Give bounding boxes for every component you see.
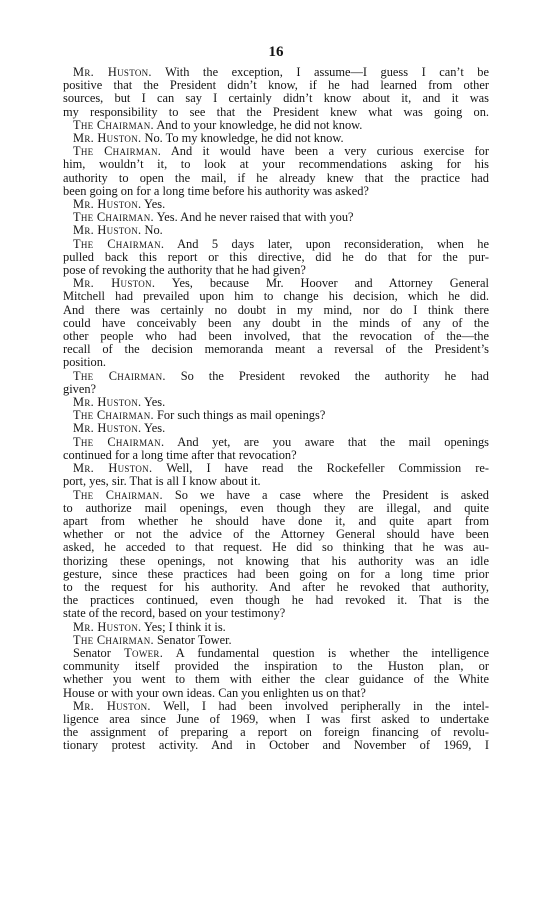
speaker-label: Mr. Huston. <box>73 197 142 212</box>
speaker-label: The Chairman. <box>73 117 154 132</box>
page-number: 16 <box>268 44 284 60</box>
line-text: thorizing these openings, not knowing that his authority was an idle <box>63 553 489 568</box>
line-text: been going on for a long time before his authority was asked? <box>63 183 369 198</box>
line-text: Yes; I think it is. <box>141 619 226 634</box>
line-text: Senator Tower. <box>153 632 232 647</box>
line-text: And there was certainly no doubt in my mind, nor do I think there <box>63 302 489 317</box>
line-text: apart from whether he should have done it, and quite apart from <box>63 513 489 528</box>
line-text: pose of revoking the authority that he had given? <box>63 263 306 278</box>
line-text: him, wouldn’t it, to look at your recommendations asking for his <box>63 157 489 172</box>
speaker-label: Mr. Huston. <box>73 65 152 79</box>
speaker-label: Mr. Huston. <box>73 223 142 238</box>
line-text: With the exception, I assume—I guess I can’t be <box>151 65 489 79</box>
speaker-label: Mr. Huston. <box>73 461 153 476</box>
line-text: given? <box>63 381 97 396</box>
line-text: So the President revoked the authority he had <box>165 368 489 383</box>
text-line <box>63 370 489 383</box>
speaker-label: Mr. Huston. <box>73 421 142 436</box>
speaker-label: The Chairman. <box>73 434 165 449</box>
line-text: A fundamental question is whether the intelligence <box>163 645 489 660</box>
line-text: And to your knowledge, he did not know. <box>153 117 363 132</box>
line-text: tionary protest activity. And in October and November of 1969, I <box>63 738 489 753</box>
line-text: the assignment of preparing a report on foreign financing of revolu- <box>63 725 489 740</box>
line-text: Yes. <box>141 395 166 410</box>
line-text: my responsibility to see that the President knew what was going on. <box>63 104 489 119</box>
line-text: pulled back this report or this directive, did he do that for the pur- <box>63 249 489 264</box>
speaker-label: Mr. Huston. <box>73 698 151 713</box>
line-text: ligence area since June of 1969, when I was first asked to undertake <box>63 711 489 726</box>
line-text: the practices continued, even though he had revoked it. That is the <box>63 593 489 608</box>
line-text: No. To my knowledge, he did not know. <box>141 131 344 146</box>
line-text: Yes, because Mr. Hoover and Attorney General <box>155 276 489 291</box>
speaker-label: Tower. <box>124 645 164 660</box>
line-text: positive that the President didn’t know, if he had learned from other <box>63 78 489 93</box>
line-text: whether you went to them with either the clear guidance of the White <box>63 672 489 687</box>
speaker-label: Mr. Huston. <box>73 131 142 146</box>
text-line <box>63 343 489 356</box>
line-text: could have conceivably been any doubt in the minds of any of the <box>63 315 489 330</box>
line-text: position. <box>63 355 107 370</box>
speaker-label: Mr. Huston. <box>73 395 142 410</box>
line-text: Yes. <box>141 197 166 212</box>
speaker-label: The Chairman. <box>73 632 154 647</box>
line-text: House or with your own ideas. Can you enlighten us on that? <box>63 685 366 700</box>
speaker-label: The Chairman. <box>73 368 166 383</box>
line-text: port, yes, sir. That is all I know about it. <box>63 474 261 489</box>
line-text: No. <box>141 223 163 238</box>
speaker-label: The Chairman. <box>73 236 165 251</box>
line-text: other people who had been involved, that the revocation of the—the <box>63 329 489 344</box>
line-text: to the request for his authority. And after he revoked that authority, <box>63 579 489 594</box>
text-line <box>63 739 489 752</box>
speaker-label: The Chairman. <box>73 487 163 502</box>
line-text: Senator <box>73 645 125 660</box>
speaker-label: The Chairman. <box>73 210 154 225</box>
line-text: sources, but I can say I certainly didn’t know about it, and it was <box>63 91 489 106</box>
line-text: And yet, are you aware that the mail openings <box>164 434 489 449</box>
line-text: For such things as mail openings? <box>153 408 326 423</box>
line-text: And 5 days later, upon reconsideration, when he <box>164 236 489 251</box>
line-text: recall of the decision memoranda meant a reversal of the President’s <box>63 342 489 357</box>
speaker-label: The Chairman. <box>73 144 162 159</box>
line-text: And it would have been a very curious exercise for <box>161 144 489 159</box>
line-text: Yes. <box>141 421 166 436</box>
line-text: gesture, since these practices had been going on for a long time prior <box>63 566 489 581</box>
line-text: whether or not the advice of the Attorney General should have been <box>63 527 489 542</box>
line-text: to authorize mail openings, even though they are illegal, and quite <box>63 500 489 515</box>
line-text: Well, I have read the Rockefeller Commission re- <box>152 461 489 476</box>
line-text: Mitchell had prevailed upon him to change his decision, which he did. <box>63 289 489 304</box>
line-text: authority to open the mail, if he already knew that the practice had <box>63 170 489 185</box>
line-text: Well, I had been involved peripherally in the intel- <box>150 698 490 713</box>
line-text: state of the record, based on your testimony? <box>63 606 286 621</box>
speaker-label: Mr. Huston. <box>73 619 142 634</box>
speaker-label: The Chairman. <box>73 408 154 423</box>
line-text: So we have a case where the President is asked <box>162 487 489 502</box>
line-text: community itself provided the inspiration to the Huston plan, or <box>63 659 489 674</box>
transcript-body <box>63 66 489 753</box>
line-text: Yes. And he never raised that with you? <box>153 210 354 225</box>
line-text: asked, he acceded to that request. He did so thinking that he was au- <box>63 540 489 555</box>
line-text: continued for a long time after that revocation? <box>63 447 297 462</box>
speaker-label: Mr. Huston. <box>73 276 156 291</box>
